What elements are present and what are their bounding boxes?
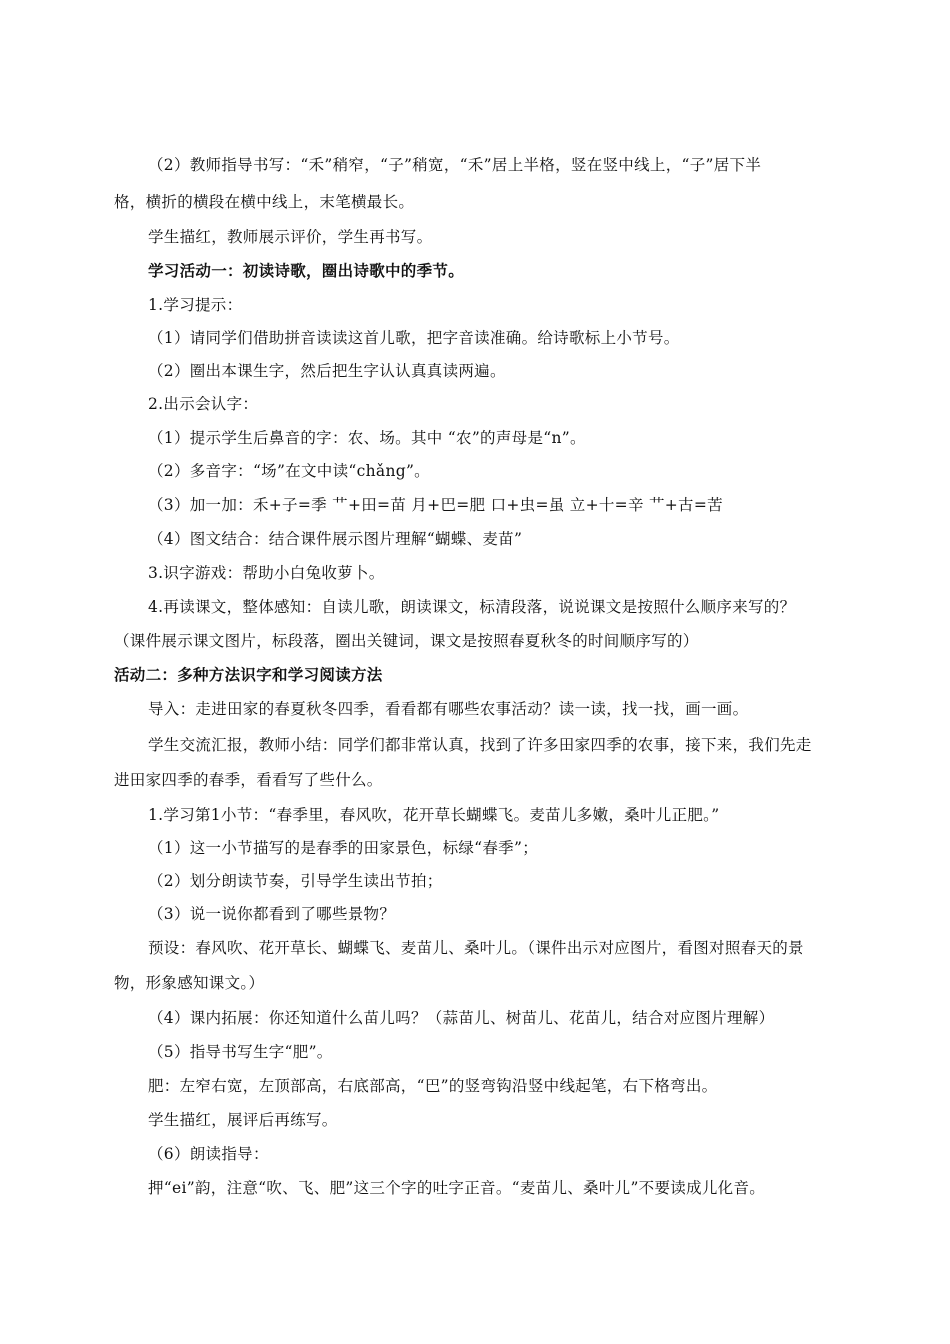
text-line: （2）圈出本课生字，然后把生字认认真真读两遍。	[148, 362, 506, 380]
text-line: （5）指导书写生字“肥”。	[148, 1043, 333, 1061]
text-line: 学生描红，教师展示评价，学生再书写。	[148, 228, 433, 246]
text-line: （3）说一说你都看到了哪些景物？	[148, 905, 396, 923]
section-heading: 活动二：多种方法识字和学习阅读方法	[114, 665, 383, 684]
text-line: （课件展示课文图片，标段落，圈出关键词，课文是按照春夏秋冬的时间顺序写的）	[114, 632, 699, 650]
text-line: （1）请同学们借助拼音读读这首儿歌，把字音读准确。给诗歌标上小节号。	[148, 329, 680, 347]
text-line: （1）这一小节描写的是春季的田家景色，标绿“春季”；	[148, 839, 539, 857]
section-heading: 学习活动一：初读诗歌，圈出诗歌中的季节。	[148, 261, 465, 280]
text-line: 2.出示会认字：	[148, 395, 259, 413]
text-line: 学生交流汇报，教师小结：同学们都非常认真，找到了许多田家四季的农事，接下来，我们先走	[148, 736, 812, 754]
text-line: （2）划分朗读节奏，引导学生读出节拍；	[148, 872, 443, 890]
text-line: 学生描红，展评后再练写。	[148, 1111, 338, 1129]
text-line: （2）多音字：“场”在文中读“chǎng”。	[148, 462, 430, 480]
text-line: 导入：走进田家的春夏秋冬四季，看看都有哪些农事活动？读一读，找一找，画一画。	[148, 700, 749, 718]
text-line: （2）教师指导书写：“禾”稍窄，“子”稍宽，“禾”居上半格，竖在竖中线上，“子”居下半	[148, 156, 762, 174]
text-line: 进田家四季的春季，看看写了些什么。	[114, 771, 383, 789]
text-line: 格，横折的横段在横中线上，末笔横最长。	[114, 193, 415, 211]
text-line: （4）课内拓展：你还知道什么苗儿吗？（蒜苗儿、树苗儿、花苗儿，结合对应图片理解）	[148, 1009, 775, 1027]
text-line: 1.学习提示：	[148, 296, 243, 314]
text-line: （3）加一加：禾+子=季 艹+田=苗 月+巴=肥 口+虫=虽 立+十=辛 艹+古=苦	[148, 496, 723, 514]
text-line: （4）图文结合：结合课件展示图片理解“蝴蝶、麦苗”	[148, 530, 523, 548]
text-line: （1）提示学生后鼻音的字：农、场。其中 “农”的声母是“n”。	[148, 429, 586, 447]
text-line: 押“ei”韵，注意“吹、飞、肥”这三个字的吐字正音。“麦苗儿、桑叶儿”不要读成儿化音。	[148, 1179, 766, 1197]
text-line: 肥：左窄右宽，左顶部高，右底部高，“巴”的竖弯钩沿竖中线起笔，右下格弯出。	[148, 1077, 718, 1095]
text-line: 3.识字游戏：帮助小白兔收萝卜。	[148, 564, 385, 582]
text-line: 预设：春风吹、花开草长、蝴蝶飞、麦苗儿、桑叶儿。（课件出示对应图片，看图对照春天的景	[148, 939, 804, 957]
text-line: 1.学习第1小节：“春季里，春风吹，花开草长蝴蝶飞。麦苗儿多嫩，桑叶儿正肥。”	[148, 806, 720, 824]
text-line: 物，形象感知课文。）	[114, 974, 265, 992]
text-line: 4.再读课文，整体感知：自读儿歌，朗读课文，标清段落，说说课文是按照什么顺序来写的？	[148, 598, 796, 616]
text-line: （6）朗读指导：	[148, 1145, 269, 1163]
